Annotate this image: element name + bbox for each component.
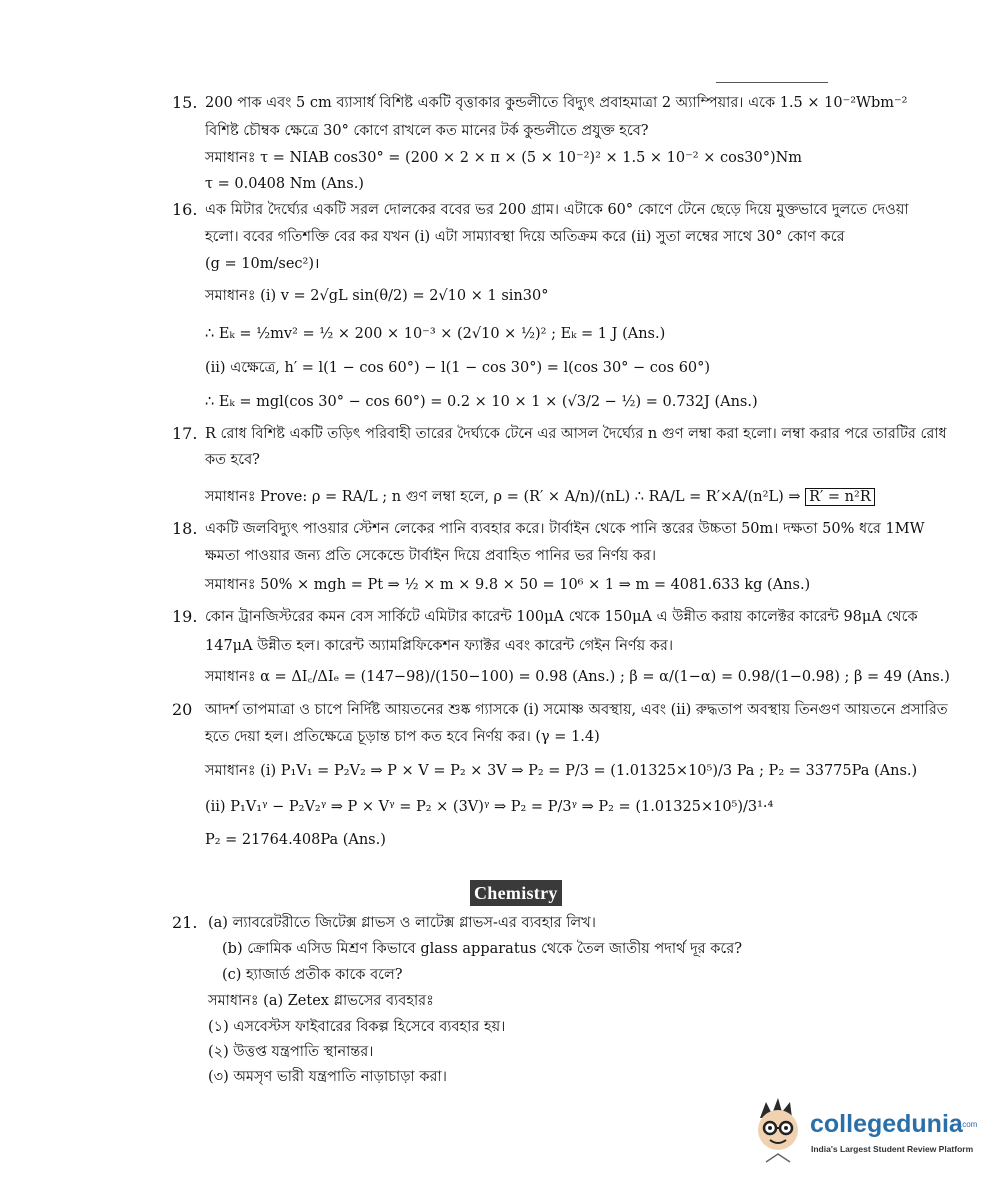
- logo-wordmark: collegedunia: [810, 1110, 963, 1138]
- question-21-part-c: (c) হ্যাজার্ড প্রতীক কাকে বলে?: [222, 967, 403, 983]
- question-17-solution-1: [205, 488, 875, 506]
- question-16-solution-2: ∴ Eₖ = ½mv² = ½ × 200 × 10⁻³ × (2√10 × ½)² ; Eₖ = 1 J (Ans.): [205, 326, 666, 342]
- question-18-text-1: একটি জলবিদ্যুৎ পাওয়ার স্টেশন লেকের পানি ব্যবহার করে। টার্বাইন থেকে পানি স্তরের উচ্চতা 50m। দক্ষতা 50% ধরে 1MW: [205, 521, 925, 537]
- question-21-part-b: (b) ক্রোমিক এসিড মিশ্রণ কিভাবে glass apparatus থেকে তৈল জাতীয় পদার্থ দূর করে?: [222, 941, 742, 957]
- question-20-text-2: হতে দেয়া হল। প্রতিক্ষেত্রে চূড়ান্ত চাপ কত হবে নির্ণয় কর। (γ = 1.4): [205, 729, 600, 745]
- question-18-number: 18.: [172, 519, 198, 538]
- question-21-point-1: (১) এসবেস্টস ফাইবারের বিকল্প হিসেবে ব্যবহার হয়।: [208, 1019, 506, 1035]
- question-17-answer-box: R′ = n²R: [805, 488, 875, 506]
- logo-domain: .com: [960, 1120, 978, 1129]
- question-16-text-1: এক মিটার দৈর্ঘ্যের একটি সরল দোলকের ববের ভর 200 গ্রাম। এটাকে 60° কোণে টেনে ছেড়ে দিয়ে মুক্তভাবে দুলতে দেওয়া: [205, 202, 909, 218]
- question-17-text-1: R রোধ বিশিষ্ট একটি তড়িৎ পরিবাহী তারের দৈর্ঘ্যকে টেনে এর আসল দৈর্ঘ্যের n গুণ লম্বা করা হলো। লম্বা করার পরে তারটির রোধ: [205, 426, 947, 442]
- question-20-solution-3: P₂ = 21764.408Pa (Ans.): [205, 832, 386, 848]
- question-15-solution-1: সমাধানঃ τ = NIAB cos30° = (200 × 2 × π × (5 × 10⁻²)² × 1.5 × 10⁻² × cos30°)Nm: [205, 150, 803, 166]
- question-21-point-3: (৩) অমসৃণ ভারী যন্ত্রপাতি নাড়াচাড়া করা।: [208, 1069, 447, 1085]
- collegedunia-logo: [748, 1096, 978, 1168]
- logo-tagline: India's Largest Student Review Platform: [811, 1144, 974, 1154]
- question-20-solution-2: (ii) P₁V₁ᵞ − P₂V₂ᵞ ⇒ P × Vᵞ = P₂ × (3V)ᵞ ⇒ P₂ = P/3ᵞ ⇒ P₂ = (1.01325×10⁵)/3¹·⁴: [205, 799, 774, 815]
- question-17-solution-text: সমাধানঃ Prove: ρ = RA/L ; n গুণ লম্বা হলে, ρ = (R′ × A/n)/(nL) ∴ RA/L = R′×A/(n²L) ⇒: [205, 489, 801, 505]
- question-18-solution-1: সমাধানঃ 50% × mgh = Pt ⇒ ½ × m × 9.8 × 50 = 10⁶ × 1 ⇒ m = 4081.633 kg (Ans.): [205, 577, 811, 593]
- question-21-number: 21.: [172, 913, 198, 932]
- question-17-number: 17.: [172, 424, 198, 443]
- question-15-number: 15.: [172, 93, 198, 112]
- question-19-text-1: কোন ট্রানজিস্টরের কমন বেস সার্কিটে এমিটার কারেন্ট 100μA থেকে 150μA এ উন্নীত করায় কালেক্টর কারেন্ট 98μA থেকে: [205, 609, 918, 625]
- question-20-number: 20: [172, 700, 193, 719]
- question-18-text-2: ক্ষমতা পাওয়ার জন্য প্রতি সেকেন্ডে টার্বাইন দিয়ে প্রবাহিত পানির ভর নির্ণয় কর।: [205, 548, 657, 564]
- question-16-solution-1: সমাধানঃ (i) v = 2√gL sin(θ/2) = 2√10 × 1 sin30°: [205, 288, 549, 304]
- question-21-part-a: (a) ল্যাবরেটরীতে জিটেক্স গ্লাভস ও লাটেক্স গ্লাভস-এর ব্যবহার লিখ।: [208, 915, 596, 931]
- question-15-text-1: 200 পাক এবং 5 cm ব্যাসার্ধ বিশিষ্ট একটি বৃত্তাকার কুন্ডলীতে বিদ্যুৎ প্রবাহমাত্রা 2 অ্যাম্পিয়ার। একে 1.5 × 10⁻²Wbm⁻²: [205, 95, 908, 111]
- question-21-solution-heading: সমাধানঃ (a) Zetex গ্লাভসের ব্যবহারঃ: [208, 993, 434, 1009]
- question-19-text-2: 147μA উন্নীত হল। কারেন্ট অ্যামপ্লিফিকেশন ফ্যাক্টর এবং কারেন্ট গেইন নির্ণয় কর।: [205, 638, 674, 654]
- question-19-solution-1: সমাধানঃ α = ΔI꜀/ΔIₑ = (147−98)/(150−100) = 0.98 (Ans.) ; β = α/(1−α) = 0.98/(1−0.98) ; β = 49 (Ans.): [205, 669, 950, 685]
- question-15-solution-2: τ = 0.0408 Nm (Ans.): [205, 176, 364, 192]
- question-16-text-2: হলো। ববের গতিশক্তি বের কর যখন (i) এটা সাম্যাবস্থা দিয়ে অতিক্রম করে (ii) সুতা লম্বের সাথে 30° কোণ করে: [205, 229, 845, 245]
- question-16-text-3: (g = 10m/sec²)।: [205, 256, 320, 272]
- question-17-text-2: কত হবে?: [205, 452, 260, 468]
- question-19-number: 19.: [172, 607, 198, 626]
- question-21-point-2: (২) উত্তপ্ত যন্ত্রপাতি স্থানান্তর।: [208, 1044, 374, 1060]
- question-16-solution-4: ∴ Eₖ = mgl(cos 30° − cos 60°) = 0.2 × 10 × 1 × (√3/2 − ½) = 0.732J (Ans.): [205, 394, 758, 410]
- question-15-text-2: বিশিষ্ট চৌম্বক ক্ষেত্রে 30° কোণে রাখলে কত মানের টর্ক কুন্ডলীতে প্রযুক্ত হবে?: [205, 123, 649, 139]
- chemistry-section-title: Chemistry: [470, 880, 562, 906]
- top-divider: [716, 82, 828, 83]
- mascot-icon: [748, 1096, 808, 1168]
- question-16-solution-3: (ii) এক্ষেত্রে, h′ = l(1 − cos 60°) − l(1 − cos 30°) = l(cos 30° − cos 60°): [205, 360, 711, 376]
- question-16-number: 16.: [172, 200, 198, 219]
- question-20-text-1: আদর্শ তাপমাত্রা ও চাপে নির্দিষ্ট আয়তনের শুষ্ক গ্যাসকে (i) সমোষ্ণ অবস্থায়, এবং (ii) রুদ্ধতাপ অবস্থায় তিনগুণ আয়তনে প্রসারিত: [205, 702, 948, 718]
- question-20-solution-1: সমাধানঃ (i) P₁V₁ = P₂V₂ ⇒ P × V = P₂ × 3V ⇒ P₂ = P/3 = (1.01325×10⁵)/3 Pa ; P₂ = 33775Pa (Ans.): [205, 763, 918, 779]
